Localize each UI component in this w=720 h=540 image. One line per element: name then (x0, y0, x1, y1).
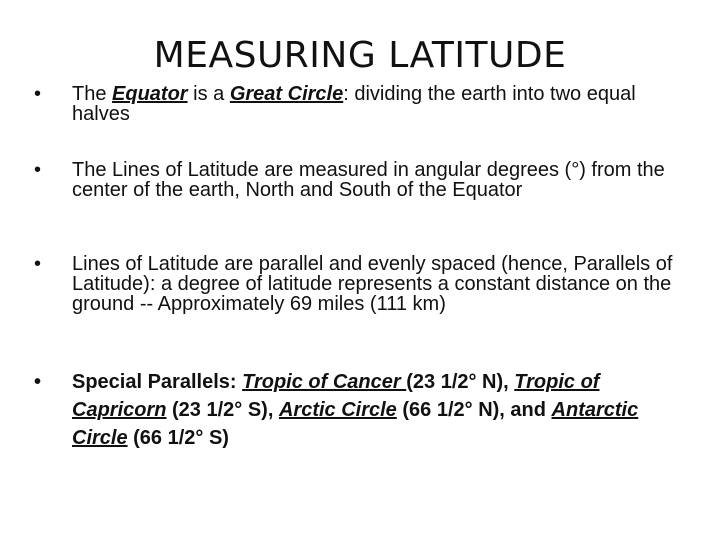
bullet-text-part: (66 1/2° S) (127, 427, 229, 449)
bullet-marker: • (34, 159, 42, 181)
bullet-item-measurement (34, 160, 684, 200)
term-great-circle: Great Circle (229, 83, 344, 105)
bullet-text (72, 368, 684, 452)
bullet-text-part: (23 1/2° N), (406, 371, 515, 393)
bullet-text-part: : dividing the earth into two equal halves (72, 83, 636, 125)
bullet-marker: • (34, 371, 42, 393)
bullet-text (72, 160, 684, 200)
bullet-text-part: The Lines of Latitude are measured in angular degrees (°) from the center of the earth, North and South of the Equator (72, 159, 665, 201)
bullet-item-parallels (34, 254, 684, 314)
bullet-text-part: (23 1/2° S), (166, 399, 279, 421)
term-antarctic-circle: Antarctic Circle (72, 399, 639, 449)
term-arctic-circle: Arctic Circle (278, 399, 397, 421)
term-tropic-of-cancer: Tropic of Cancer (242, 371, 407, 393)
term-tropic-of-capricorn: Tropic of Capricorn (72, 371, 600, 421)
bullet-text-part: The (72, 83, 113, 105)
bullet-marker: • (34, 253, 42, 275)
bullet-item-special-parallels (34, 368, 684, 452)
bullet-text-part: Special Parallels: (72, 371, 243, 393)
slide-title: MEASURING LATITUDE (153, 35, 567, 76)
bullet-text (72, 254, 684, 314)
bullet-text (72, 84, 684, 124)
bullet-text-part: (66 1/2° N), and (396, 399, 552, 421)
bullet-item-equator (34, 84, 684, 124)
bullet-text-part: Lines of Latitude are parallel and evenly spaced (hence, Parallels of Latitude): a degree of latitude represents a constant distance on the ground -- Approximately 69 miles (111 km) (72, 253, 673, 315)
term-equator: Equator (112, 83, 188, 105)
bullet-marker: • (34, 83, 42, 105)
bullet-text-part: is a (187, 83, 230, 105)
